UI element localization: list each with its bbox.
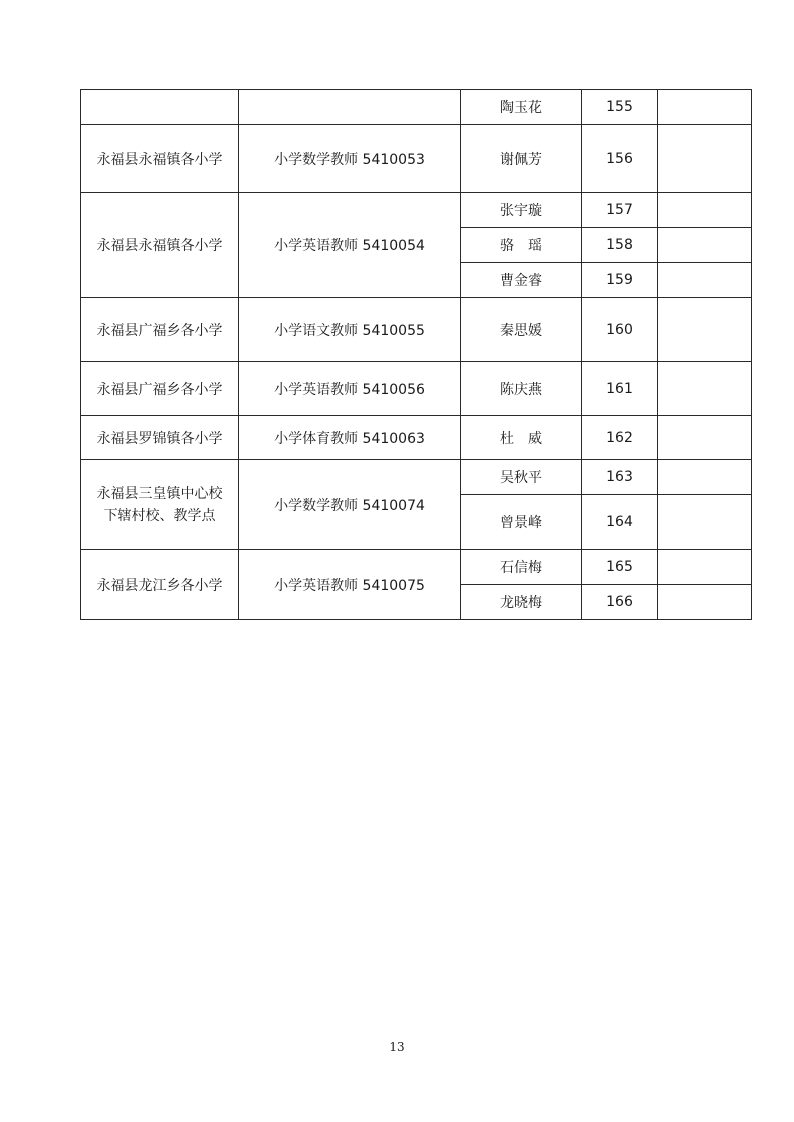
position-cell: 小学英语教师 5410054 <box>239 193 461 298</box>
table-row <box>81 362 752 416</box>
number-cell: 157 <box>582 193 658 228</box>
position-cell: 小学体育教师 5410063 <box>239 416 461 460</box>
number-cell: 165 <box>582 550 658 585</box>
note-cell <box>658 585 752 620</box>
note-cell <box>658 125 752 193</box>
table-row <box>81 125 752 193</box>
school-line: 永福县三皇镇中心校 <box>96 485 223 502</box>
note-cell <box>658 362 752 416</box>
position-cell: 小学英语教师 5410056 <box>239 362 461 416</box>
table-row <box>81 416 752 460</box>
number-cell: 156 <box>582 125 658 193</box>
name-cell: 谢佩芳 <box>461 125 582 193</box>
table-row <box>81 298 752 362</box>
note-cell <box>658 460 752 495</box>
school-cell <box>81 460 239 550</box>
number-cell: 164 <box>582 495 658 550</box>
page-number: 13 <box>389 1040 405 1054</box>
number-cell: 155 <box>582 90 658 125</box>
number-cell: 159 <box>582 263 658 298</box>
table-row <box>81 193 752 228</box>
name-cell: 陈庆燕 <box>461 362 582 416</box>
table-row <box>81 550 752 585</box>
name-cell: 杜 威 <box>461 416 582 460</box>
school-cell: 永福县永福镇各小学 <box>81 125 239 193</box>
table-row <box>81 90 752 125</box>
name-cell: 秦思媛 <box>461 298 582 362</box>
number-cell: 163 <box>582 460 658 495</box>
note-cell <box>658 298 752 362</box>
school-cell: 永福县永福镇各小学 <box>81 193 239 298</box>
position-cell: 小学英语教师 5410075 <box>239 550 461 620</box>
name-cell: 曹金睿 <box>461 263 582 298</box>
school-cell <box>81 90 239 125</box>
name-cell: 曾景峰 <box>461 495 582 550</box>
name-cell: 陶玉花 <box>461 90 582 125</box>
name-cell: 吴秋平 <box>461 460 582 495</box>
note-cell <box>658 495 752 550</box>
position-cell: 小学数学教师 5410053 <box>239 125 461 193</box>
recruitment-table <box>80 89 752 620</box>
note-cell <box>658 193 752 228</box>
school-cell: 永福县广福乡各小学 <box>81 298 239 362</box>
number-cell: 160 <box>582 298 658 362</box>
school-cell: 永福县广福乡各小学 <box>81 362 239 416</box>
note-cell <box>658 550 752 585</box>
school-cell: 永福县罗锦镇各小学 <box>81 416 239 460</box>
name-cell: 龙晓梅 <box>461 585 582 620</box>
number-cell: 166 <box>582 585 658 620</box>
number-cell: 158 <box>582 228 658 263</box>
position-cell <box>239 90 461 125</box>
number-cell: 162 <box>582 416 658 460</box>
note-cell <box>658 416 752 460</box>
position-cell: 小学数学教师 5410074 <box>239 460 461 550</box>
school-line: 下辖村校、教学点 <box>103 507 216 524</box>
number-cell: 161 <box>582 362 658 416</box>
note-cell <box>658 263 752 298</box>
school-cell: 永福县龙江乡各小学 <box>81 550 239 620</box>
name-cell: 张宇璇 <box>461 193 582 228</box>
position-cell: 小学语文教师 5410055 <box>239 298 461 362</box>
name-cell: 石信梅 <box>461 550 582 585</box>
table-row <box>81 460 752 495</box>
name-cell: 骆 瑶 <box>461 228 582 263</box>
note-cell <box>658 90 752 125</box>
note-cell <box>658 228 752 263</box>
